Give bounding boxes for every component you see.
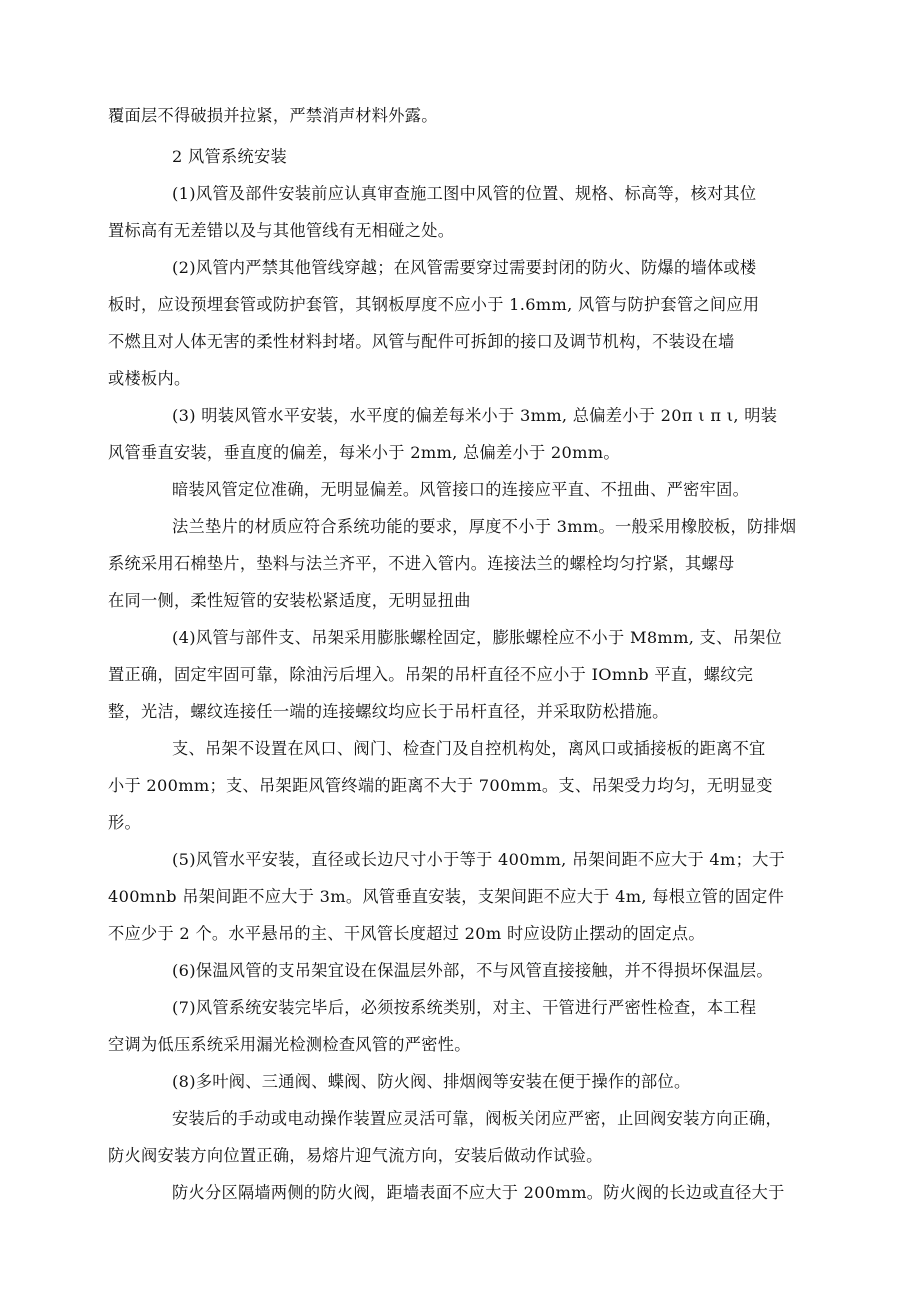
- text-line: 风管垂直安装，垂直度的偏差，每米小于 2mm, 总偏差小于 20mm。: [108, 443, 620, 462]
- text-line: (1)风管及部件安装前应认真审查施工图中风管的位置、规格、标高等，核对其位: [172, 184, 757, 203]
- text-line: (4)风管与部件支、吊架采用膨胀螺栓固定，膨胀螺栓应不小于 M8mm, 支、吊架位: [172, 628, 783, 647]
- text-line: 置标高有无差错以及与其他管线有无相碰之处。: [108, 221, 455, 240]
- text-line: (3) 明装风管水平安装，水平度的偏差每米小于 3mm, 总偏差小于 20π ι π ι, 明装: [172, 406, 778, 425]
- text-line: 置正确，固定牢固可靠，除油污后埋入。吊架的吊杆直径不应小于 IOmnb 平直，螺纹完: [108, 665, 754, 684]
- text-line: 板时，应设预埋套管或防护套管，其钢板厚度不应小于 1.6mm, 风管与防护套管之间应用: [108, 295, 760, 314]
- text-line: 小于 200mm；支、吊架距风管终端的距离不大于 700mm。支、吊架受力均匀，无明显变: [108, 776, 773, 795]
- text-line: 法兰垫片的材质应符合系统功能的要求，厚度不小于 3mm。一般采用橡胶板，防排烟: [172, 517, 797, 536]
- text-line: 在同一侧，柔性短管的安装松紧适度，无明显扭曲: [108, 591, 471, 610]
- text-line: 形。: [108, 813, 141, 832]
- text-line: 暗装风管定位准确，无明显偏差。风管接口的连接应平直、不扭曲、严密牢固。: [172, 480, 750, 499]
- text-line: (8)多叶阀、三通阀、蝶阀、防火阀、排烟阀等安装在便于操作的部位。: [172, 1072, 691, 1091]
- text-line: 不应少于 2 个。水平悬吊的主、干风管长度超过 20m 时应设防止摆动的固定点。: [108, 924, 705, 943]
- text-line: 空调为低压系统采用漏光检测检查风管的严密性。: [108, 1035, 471, 1054]
- text-line: (7)风管系统安装完毕后，必须按系统类别，对主、干管进行严密性检查，本工程: [172, 998, 757, 1017]
- text-line: 防火分区隔墙两侧的防火阀，距墙表面不应大于 200mm。防火阀的长边或直径大于: [172, 1183, 785, 1202]
- text-line: 不燃且对人体无害的柔性材料封堵。风管与配件可拆卸的接口及调节机构，不装设在墙: [108, 332, 735, 351]
- text-line: (5)风管水平安装，直径或长边尺寸小于等于 400mm, 吊架间距不应大于 4m；大于: [172, 850, 786, 869]
- text-line: 整，光洁，螺纹连接任一端的连接螺纹均应长于吊杆直径，并采取防松措施。: [108, 702, 669, 721]
- text-line: 或楼板内。: [108, 369, 191, 388]
- text-line: 400mnb 吊架间距不应大于 3m。风管垂直安装，支架间距不应大于 4m, 每根立管的固定件: [108, 887, 785, 906]
- text-line: 系统采用石棉垫片，垫料与法兰齐平，不进入管内。连接法兰的螺栓均匀拧紧，其螺母: [108, 554, 735, 573]
- text-line: 防火阀安装方向位置正确，易熔片迎气流方向，安装后做动作试验。: [108, 1146, 603, 1165]
- text-line: (6)保温风管的支吊架宜设在保温层外部，不与风管直接接触，并不得损坏保温层。: [172, 961, 773, 980]
- section-heading: 2 风管系统安装: [172, 147, 287, 166]
- text-line: 覆面层不得破损并拉紧，严禁消声材料外露。: [108, 106, 438, 125]
- text-line: (2)风管内严禁其他管线穿越；在风管需要穿过需要封闭的防火、防爆的墙体或楼: [172, 258, 757, 277]
- text-line: 安装后的手动或电动操作装置应灵活可靠，阀板关闭应严密，止回阀安装方向正确，: [172, 1109, 783, 1128]
- text-line: 支、吊架不设置在风口、阀门、检查门及自控机构处，离风口或插接板的距离不宜: [172, 739, 766, 758]
